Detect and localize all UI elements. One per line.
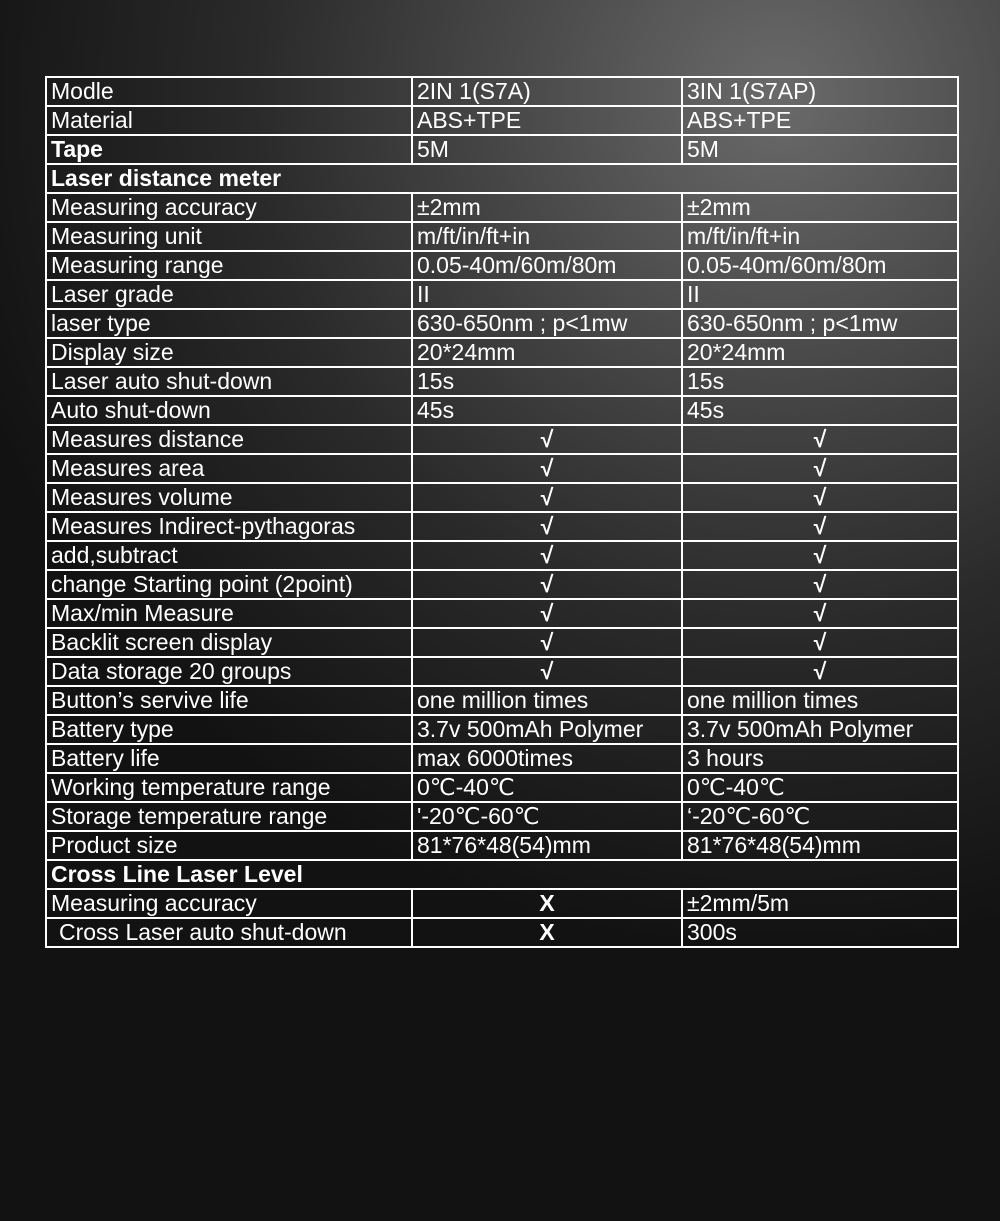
value-3in1: ±2mm <box>682 193 958 222</box>
section-header-row <box>46 164 958 193</box>
value-2in1: 81*76*48(54)mm <box>412 831 682 860</box>
value-2in1: √ <box>412 483 682 512</box>
value-3in1: II <box>682 280 958 309</box>
table-row <box>46 77 958 106</box>
spec-label: Working temperature range <box>46 773 412 802</box>
table-row <box>46 222 958 251</box>
spec-label: Max/min Measure <box>46 599 412 628</box>
value-3in1: √ <box>682 512 958 541</box>
table-row <box>46 106 958 135</box>
table-row <box>46 715 958 744</box>
spec-label: Modle <box>46 77 412 106</box>
value-3in1: 300s <box>682 918 958 947</box>
spec-table-body <box>46 77 958 947</box>
spec-label: Data storage 20 groups <box>46 657 412 686</box>
spec-label: Battery life <box>46 744 412 773</box>
value-3in1: 45s <box>682 396 958 425</box>
value-2in1: 45s <box>412 396 682 425</box>
spec-label: Measures area <box>46 454 412 483</box>
spec-label: Material <box>46 106 412 135</box>
value-2in1: 5M <box>412 135 682 164</box>
table-row <box>46 251 958 280</box>
value-3in1: 0.05-40m/60m/80m <box>682 251 958 280</box>
value-2in1: √ <box>412 570 682 599</box>
value-2in1: 20*24mm <box>412 338 682 367</box>
value-3in1: 15s <box>682 367 958 396</box>
value-3in1: √ <box>682 657 958 686</box>
spec-label: Measuring accuracy <box>46 193 412 222</box>
value-2in1: II <box>412 280 682 309</box>
value-2in1: √ <box>412 599 682 628</box>
value-3in1: √ <box>682 425 958 454</box>
table-row <box>46 686 958 715</box>
value-2in1: √ <box>412 512 682 541</box>
spec-label: Measuring range <box>46 251 412 280</box>
value-3in1: √ <box>682 599 958 628</box>
table-row <box>46 889 958 918</box>
spec-label: Product size <box>46 831 412 860</box>
value-3in1: ‘-20℃-60℃ <box>682 802 958 831</box>
value-2in1: X <box>412 889 682 918</box>
spec-label: Measures distance <box>46 425 412 454</box>
spec-label: Measures volume <box>46 483 412 512</box>
spec-label: change Starting point (2point) <box>46 570 412 599</box>
value-3in1: √ <box>682 454 958 483</box>
spec-label: Tape <box>46 135 412 164</box>
spec-label: Measuring unit <box>46 222 412 251</box>
value-3in1: 3IN 1(S7AP) <box>682 77 958 106</box>
value-3in1: ABS+TPE <box>682 106 958 135</box>
spec-table <box>45 76 959 948</box>
section-header-row <box>46 860 958 889</box>
value-2in1: ±2mm <box>412 193 682 222</box>
table-row <box>46 135 958 164</box>
spec-label: Backlit screen display <box>46 628 412 657</box>
table-row <box>46 512 958 541</box>
spec-label: Measuring accuracy <box>46 889 412 918</box>
value-3in1: m/ft/in/ft+in <box>682 222 958 251</box>
value-2in1: ABS+TPE <box>412 106 682 135</box>
table-row <box>46 599 958 628</box>
value-3in1: 0℃-40℃ <box>682 773 958 802</box>
spec-label: Measures Indirect-pythagoras <box>46 512 412 541</box>
value-3in1: 3 hours <box>682 744 958 773</box>
value-3in1: 3.7v 500mAh Polymer <box>682 715 958 744</box>
value-2in1: √ <box>412 454 682 483</box>
table-row <box>46 802 958 831</box>
spec-label: Display size <box>46 338 412 367</box>
value-2in1: √ <box>412 657 682 686</box>
value-3in1: one million times <box>682 686 958 715</box>
value-2in1: √ <box>412 541 682 570</box>
table-row <box>46 570 958 599</box>
value-3in1: 630-650nm ; p<1mw <box>682 309 958 338</box>
value-2in1: 0.05-40m/60m/80m <box>412 251 682 280</box>
value-2in1: √ <box>412 628 682 657</box>
spec-label: Laser auto shut-down <box>46 367 412 396</box>
table-row <box>46 367 958 396</box>
value-2in1: max 6000times <box>412 744 682 773</box>
value-2in1: one million times <box>412 686 682 715</box>
spec-label: Auto shut-down <box>46 396 412 425</box>
spec-label: Cross Laser auto shut-down <box>46 918 412 947</box>
value-2in1: m/ft/in/ft+in <box>412 222 682 251</box>
spec-label: laser type <box>46 309 412 338</box>
table-row <box>46 831 958 860</box>
value-3in1: √ <box>682 483 958 512</box>
section-title: Cross Line Laser Level <box>46 860 958 889</box>
spec-label: add,subtract <box>46 541 412 570</box>
value-2in1: '-20℃-60℃ <box>412 802 682 831</box>
value-2in1: 2IN 1(S7A) <box>412 77 682 106</box>
value-2in1: X <box>412 918 682 947</box>
table-row <box>46 309 958 338</box>
spec-label: Laser grade <box>46 280 412 309</box>
table-row <box>46 425 958 454</box>
table-row <box>46 396 958 425</box>
value-3in1: ±2mm/5m <box>682 889 958 918</box>
value-3in1: 20*24mm <box>682 338 958 367</box>
section-title: Laser distance meter <box>46 164 958 193</box>
table-row <box>46 483 958 512</box>
value-2in1: √ <box>412 425 682 454</box>
spec-label: Button’s servive life <box>46 686 412 715</box>
value-2in1: 3.7v 500mAh Polymer <box>412 715 682 744</box>
spec-label: Storage temperature range <box>46 802 412 831</box>
value-3in1: 81*76*48(54)mm <box>682 831 958 860</box>
table-row <box>46 744 958 773</box>
table-row <box>46 280 958 309</box>
value-2in1: 0℃-40℃ <box>412 773 682 802</box>
spec-label: Battery type <box>46 715 412 744</box>
value-3in1: 5M <box>682 135 958 164</box>
table-row <box>46 628 958 657</box>
table-row <box>46 193 958 222</box>
table-row <box>46 918 958 947</box>
table-row <box>46 338 958 367</box>
value-3in1: √ <box>682 628 958 657</box>
table-row <box>46 454 958 483</box>
table-row <box>46 657 958 686</box>
value-3in1: √ <box>682 570 958 599</box>
value-3in1: √ <box>682 541 958 570</box>
table-row <box>46 773 958 802</box>
table-row <box>46 541 958 570</box>
value-2in1: 630-650nm ; p<1mw <box>412 309 682 338</box>
value-2in1: 15s <box>412 367 682 396</box>
